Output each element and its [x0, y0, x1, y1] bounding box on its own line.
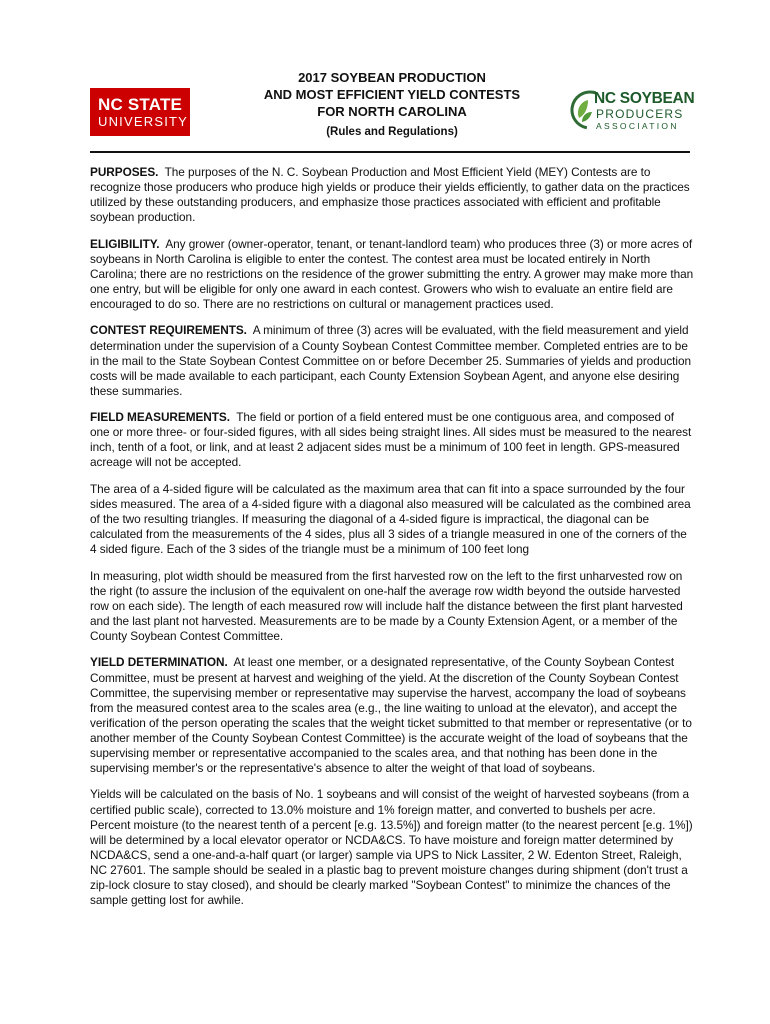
document-header — [90, 64, 695, 154]
document-title-line-3: FOR NORTH CAROLINA — [317, 104, 467, 119]
purposes-heading: PURPOSES. — [90, 165, 159, 179]
contest-requirements-paragraph — [90, 323, 694, 398]
field-measurements-heading: FIELD MEASUREMENTS. — [90, 410, 230, 425]
contest-requirements-text: A minimum of three (3) acres will be evaluated, with the field measurement and yield determination under the supervision of a County Soybean Contest Committee member. Completed entries are to be in the mail to the State Soybean Contest Committee on or before December 25. Summaries of yields and production costs will be made available to each participant, each County Extension Soybean Agent, and anyone else desiring these summaries. — [90, 323, 692, 398]
yield-determination-paragraph — [90, 655, 694, 776]
soybean-logo-line3: ASSOCIATION — [596, 121, 679, 131]
field-measurements-text: The field or portion of a field entered must be one contiguous area, and composed of one or more three- or four-sided figures, with all sides being straight lines. All sides must be measured to the nearest inch, tenth of a foot, or link, and at least 2 adjacent sides must be a minimum of 100 feet in length. GPS-measured acreage will not be accepted. — [90, 410, 692, 470]
soybean-logo-line2: PRODUCERS — [596, 107, 684, 121]
nc-state-logo-line2: UNIVERSITY — [98, 114, 189, 129]
eligibility-text: Any grower (owner-operator, tenant, or tenant-landlord team) who produces three (3) or more acres of soybeans in North Carolina is eligible to enter the contest. The contest area must be located entirely in North Carolina; there are no restrictions on the residence of the grower submitting the entry. A grower may make more than one entry, but will be eligible for only one award in each contest. Growers who wish to evaluate an entire field are encouraged to do so. There are no restrictions on cultural or management practices used. — [90, 236, 694, 312]
document-title-line-1: 2017 SOYBEAN PRODUCTION — [298, 70, 486, 85]
purposes-paragraph — [90, 165, 694, 225]
yield-determination-text: At least one member, or a designated representative, of the County Soybean Contest Committee, must be present at harvest and weighing of the yield. At the discretion of the County Soybean Contest Committee, the supervising member or representative may supervise the harvest, accompany the load of soybeans from the measured contest area to the scales area (e.g., the line waiting to unload at the elevator), and accept the verification of the person operating the scales that the weight ticket submitted to that member or representative (or to another member of the County Soybean Contest Committee) is the accurate weight of the load of soybeans that the supervising member or representative accompanied to the scales area, and that nothing has been done in the supervising member's or the representative's absence to alter the weight of that load of soybeans. — [90, 655, 692, 776]
document-title-block — [208, 69, 576, 140]
nc-soybean-producers-logo — [570, 88, 695, 134]
soybean-leaf-icon — [570, 88, 596, 132]
header-divider — [90, 151, 690, 153]
contest-requirements-heading: CONTEST REQUIREMENTS. — [90, 323, 247, 338]
nc-state-logo-line1: NC STATE — [98, 95, 183, 114]
yield-calculation-paragraph: Yields will be calculated on the basis of No. 1 soybeans and will consist of the weight of harvested soybeans (from a certified public scale), corrected to 13.0% moisture and 1% foreign matter, and converted to bushels per acre. Percent moisture (to the nearest tenth of a percent [e.g. 13.5%]) and foreign matter (to the nearest percent [e.g. 1%]) will be determined by a local elevator operator or NCDA&CS. To have moisture and foreign matter determined by NCDA&CS, send a one-and-a-half quart (or larger) sample via UPS to Nick Lassiter, 2 W. Edenton Street, Raleigh, NC 27601. The sample should be sealed in a plastic bag to prevent moisture changes during shipment (don't trust a zip-lock closure to stay closed), and should be clearly marked "Soybean Contest" to minimize the chances of the sample getting lost for awhile. — [90, 787, 693, 908]
soybean-logo-line1: NC SOYBEAN — [594, 90, 695, 107]
yield-determination-heading: YIELD DETERMINATION. — [90, 655, 228, 670]
purposes-text: The purposes of the N. C. Soybean Production and Most Efficient Yield (MEY) Contests are to recognize those producers who produce high yields or produce their yields efficiently, to gather data on the practices utilized by these outstanding producers, and emphasize those practices associated with efficient and profitable soybean production. — [90, 165, 690, 225]
document-subtitle: (Rules and Regulations) — [326, 126, 458, 138]
plot-width-paragraph: In measuring, plot width should be measured from the first harvested row on the left to the first unharvested row on the right (to assure the inclusion of the equivalent on one-half the average row width beyond the outside harvested row on each side). The length of each measured row will include half the distance between the first plant harvested and the last plant not harvested. Measurements are to be made by a County Extension Agent, or a member of the County Soybean Contest Committee. — [90, 568, 683, 644]
document-title-line-2: AND MOST EFFICIENT YIELD CONTESTS — [263, 87, 521, 102]
eligibility-paragraph — [90, 237, 694, 312]
field-measurements-paragraph — [90, 410, 694, 470]
document-body — [90, 165, 694, 920]
nc-state-university-logo — [90, 88, 190, 136]
area-calculation-paragraph: The area of a 4-sided figure will be calculated as the maximum area that can fit into a space surrounded by the four sides measured. The area of a 4-sided figure with a diagonal also measured will be calculated as the combined area of the two resulting triangles. If measuring the diagonal of a 4-sided figure is impractical, the diagonal can be calculated from the measurements of the 4 sides, plus all 3 sides of a triangle measured in one of the corners of the 4 sided figure. Each of the 3 sides of the triangle must be a minimum of 100 feet long — [90, 481, 691, 557]
eligibility-heading: ELIGIBILITY. — [90, 236, 160, 251]
